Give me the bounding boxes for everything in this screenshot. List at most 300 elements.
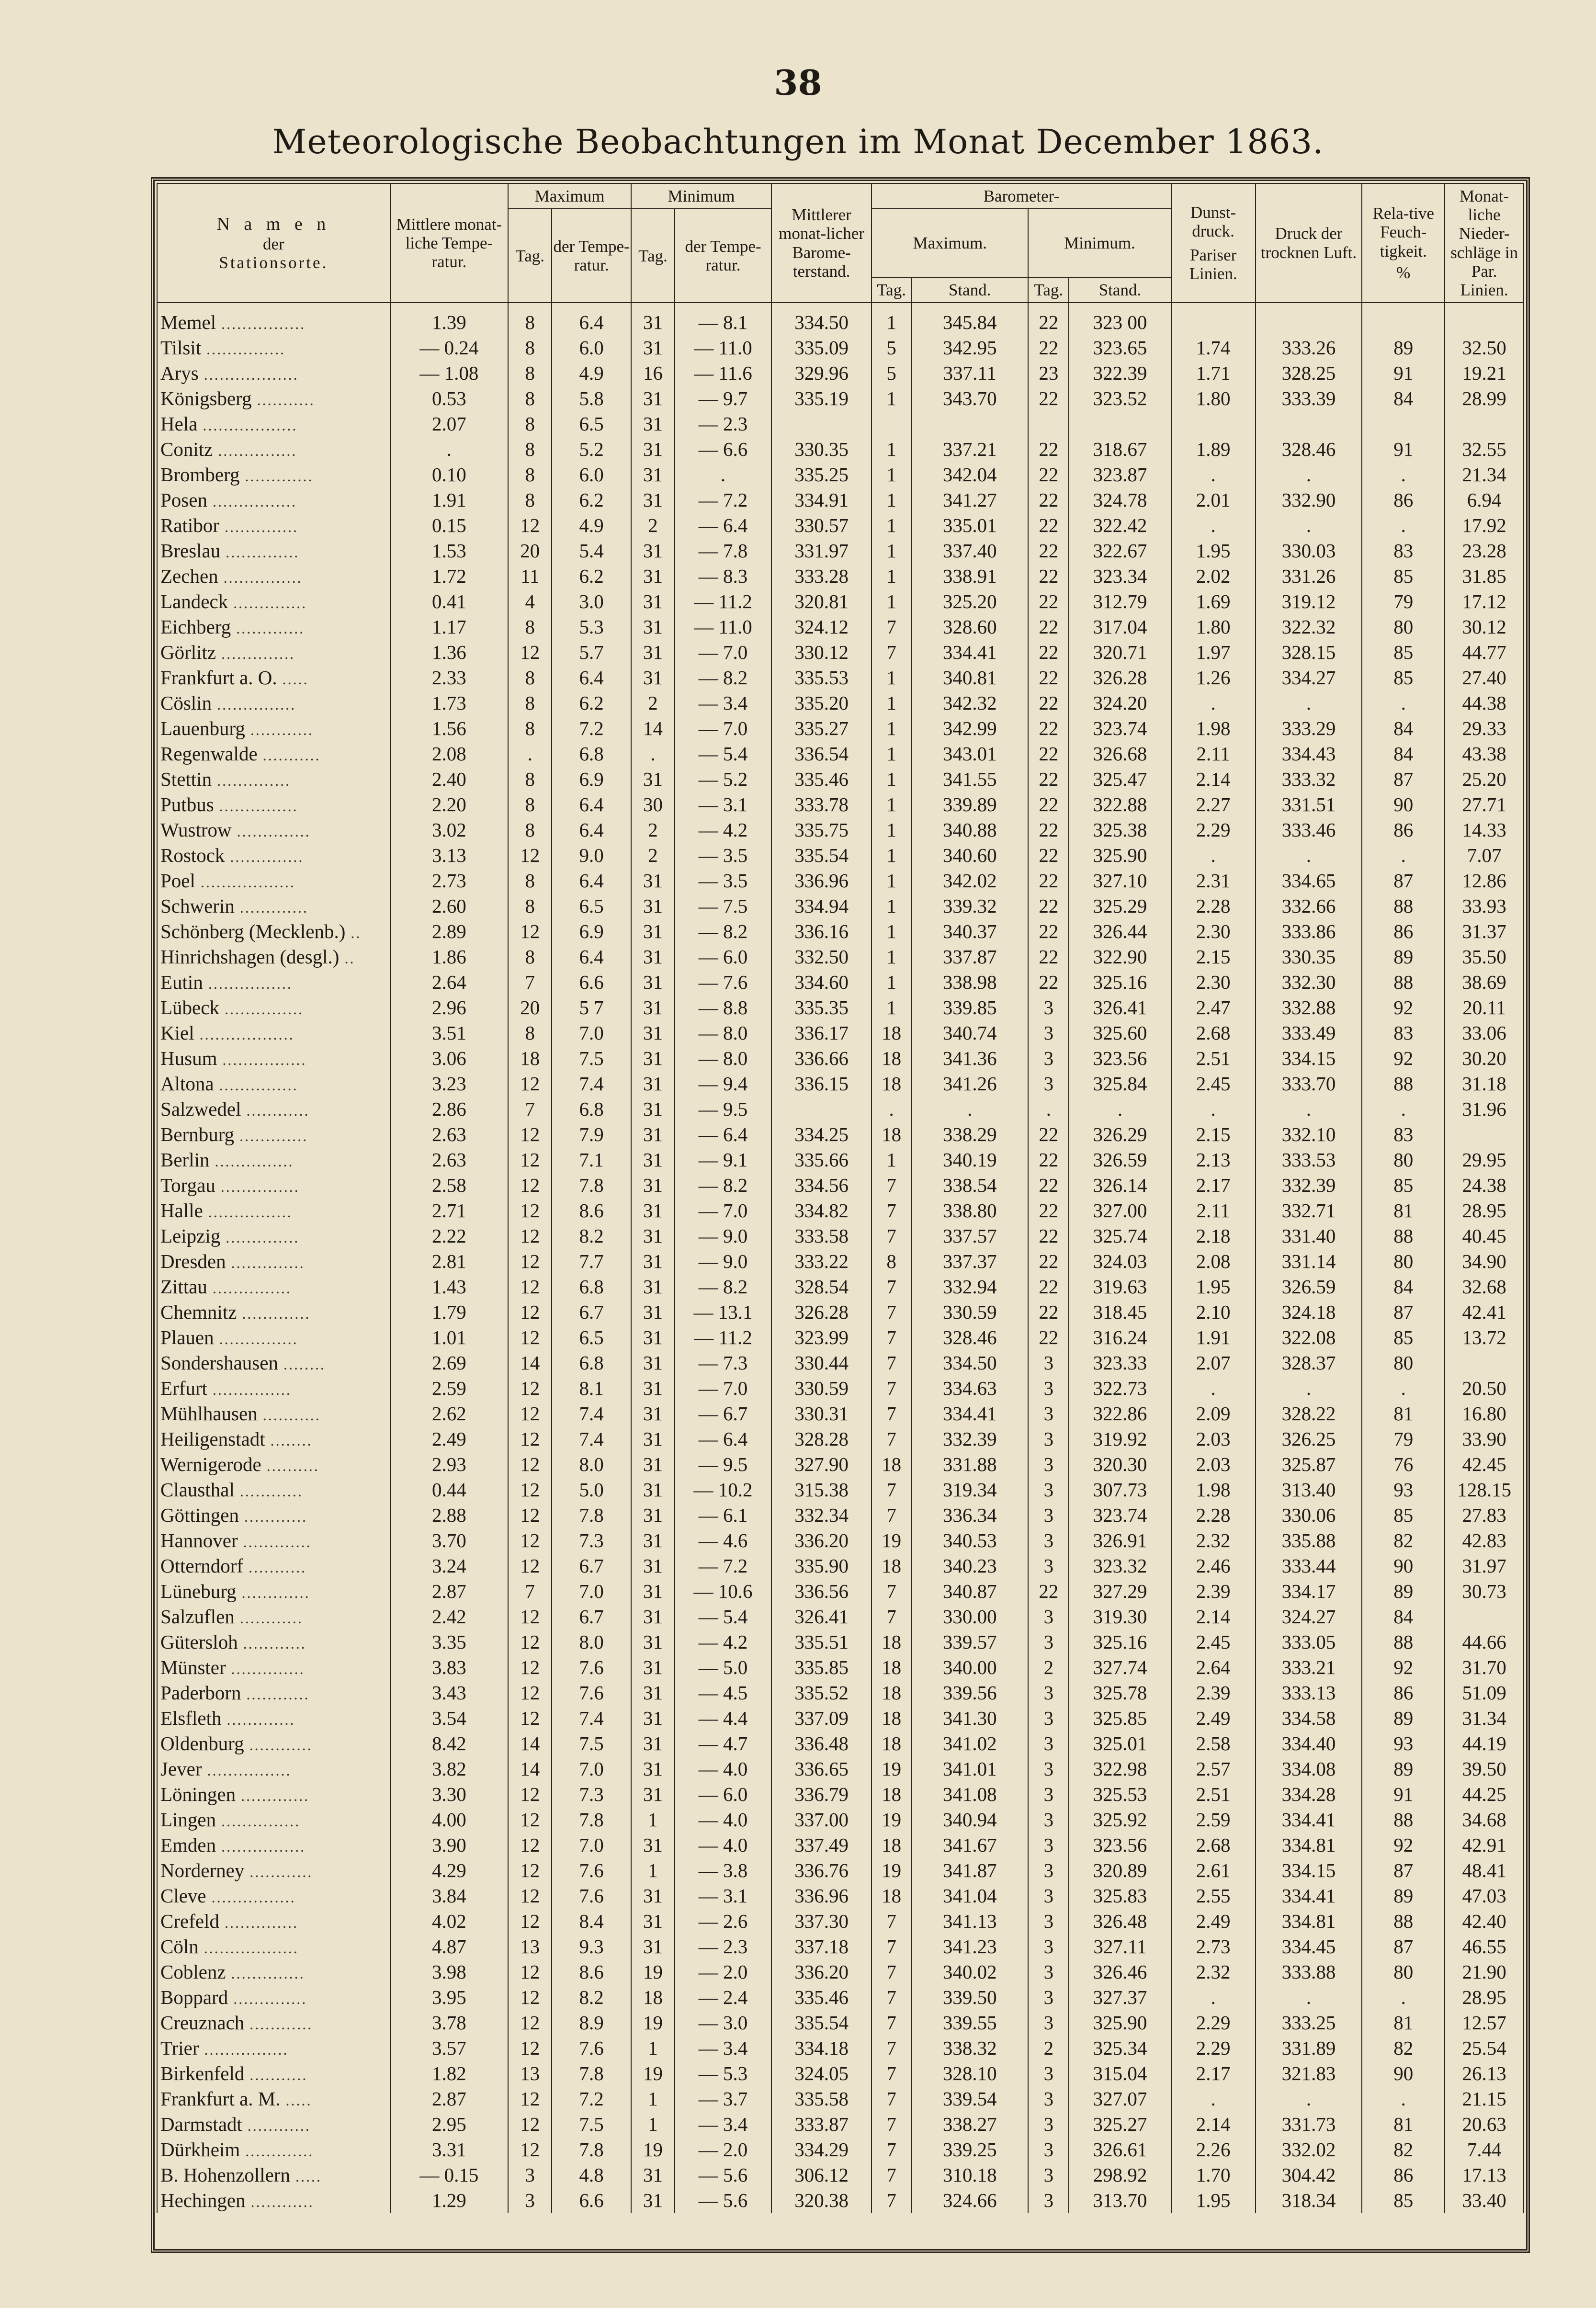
- cell-baro-min-tag: 23: [1028, 361, 1069, 386]
- station-name-text: Memel: [160, 311, 216, 334]
- cell-relative-feuchtigkeit: 93: [1362, 1731, 1445, 1756]
- cell-druck-trockne-luft: 324.27: [1256, 1604, 1362, 1629]
- cell-max-tag: 20: [508, 538, 552, 564]
- cell-druck-trockne-luft: 331.51: [1256, 792, 1362, 817]
- cell-baro-max-tag: 18: [872, 1452, 911, 1477]
- cell-baro-min-stand: 318.67: [1069, 437, 1171, 462]
- cell-baro-min-stand: 324.78: [1069, 487, 1171, 513]
- cell-dunstdruck: 2.11: [1171, 741, 1256, 767]
- cell-relative-feuchtigkeit: 80: [1362, 614, 1445, 640]
- cell-min-tag: 31: [631, 1274, 675, 1300]
- cell-niederschlaege: 17.13: [1445, 2162, 1524, 2188]
- table-row: [157, 1452, 1524, 1477]
- leader-dots: .............: [237, 1305, 311, 1323]
- cell-min-tag: 31: [631, 767, 675, 792]
- cell-max-temp: 5.7: [552, 640, 631, 665]
- cell-baro-min-stand: 307.73: [1069, 1477, 1171, 1503]
- table-row: [157, 1046, 1524, 1071]
- cell-min-temp: — 7.0: [675, 1198, 771, 1223]
- cell-station-name: [157, 1706, 390, 1731]
- cell-relative-feuchtigkeit: 89: [1362, 944, 1445, 970]
- cell-mean-temp: 2.95: [390, 2112, 508, 2137]
- cell-mean-temp: 3.43: [390, 1680, 508, 1706]
- leader-dots: ................: [199, 2041, 289, 2059]
- station-name-text: Hela: [160, 413, 198, 435]
- cell-mean-temp: 3.54: [390, 1706, 508, 1731]
- cell-baro-min-stand: 326.28: [1069, 665, 1171, 690]
- cell-min-tag: 31: [631, 1173, 675, 1198]
- cell-max-temp: 7.2: [552, 2086, 631, 2112]
- cell-relative-feuchtigkeit: 83: [1362, 538, 1445, 564]
- station-name-text: Hechingen: [160, 2189, 246, 2212]
- cell-niederschlaege: 24.38: [1445, 1173, 1524, 1198]
- table-row: [157, 995, 1524, 1020]
- cell-max-temp: 8.1: [552, 1376, 631, 1401]
- cell-baro-max-stand: 342.95: [911, 335, 1028, 361]
- table-row: [157, 1909, 1524, 1934]
- cell-niederschlaege: 12.86: [1445, 868, 1524, 894]
- cell-baro-min-stand: 323.33: [1069, 1350, 1171, 1376]
- cell-niederschlaege: 33.93: [1445, 894, 1524, 919]
- table-row: [157, 1604, 1524, 1629]
- cell-baro-max-tag: 7: [872, 1985, 911, 2010]
- cell-dunstdruck: 2.14: [1171, 767, 1256, 792]
- cell-baro-max-tag: 7: [872, 1934, 911, 1959]
- cell-niederschlaege: 34.68: [1445, 1807, 1524, 1833]
- cell-baro-min-stand: 327.37: [1069, 1985, 1171, 2010]
- cell-baro-min-stand: 327.74: [1069, 1655, 1171, 1680]
- cell-min-temp: — 7.0: [675, 640, 771, 665]
- cell-min-temp: — 5.2: [675, 767, 771, 792]
- cell-dunstdruck: 2.64: [1171, 1655, 1256, 1680]
- header-station-line2: der: [262, 234, 284, 253]
- table-row: [157, 513, 1524, 538]
- cell-station-name: [157, 1426, 390, 1452]
- cell-baro-min-stand: 325.53: [1069, 1782, 1171, 1807]
- header-pariser-linien: Pariser Linien.: [1189, 245, 1237, 283]
- cell-baro-max-tag: 7: [872, 1223, 911, 1249]
- cell-druck-trockne-luft: 332.02: [1256, 2137, 1362, 2162]
- cell-mean-barometer: 334.50: [771, 303, 872, 335]
- cell-mean-barometer: 329.96: [771, 361, 872, 386]
- cell-baro-min-tag: 3: [1028, 1807, 1069, 1833]
- cell-mean-temp: 3.35: [390, 1629, 508, 1655]
- cell-mean-barometer: 332.34: [771, 1503, 872, 1528]
- cell-baro-max-stand: 337.11: [911, 361, 1028, 386]
- cell-min-tag: 31: [631, 1350, 675, 1376]
- leader-dots: ..................: [194, 1026, 294, 1043]
- cell-min-tag: 31: [631, 1553, 675, 1579]
- cell-relative-feuchtigkeit: 87: [1362, 1300, 1445, 1325]
- cell-baro-max-stand: 334.41: [911, 640, 1028, 665]
- cell-relative-feuchtigkeit: 76: [1362, 1452, 1445, 1477]
- cell-relative-feuchtigkeit: .: [1362, 843, 1445, 868]
- cell-max-temp: 7.5: [552, 1046, 631, 1071]
- cell-druck-trockne-luft: 333.25: [1256, 2010, 1362, 2036]
- cell-baro-min-stand: 325.01: [1069, 1731, 1171, 1756]
- cell-station-name: [157, 1959, 390, 1985]
- cell-baro-min-tag: 3: [1028, 1959, 1069, 1985]
- header-station: [157, 183, 390, 303]
- cell-baro-min-tag: 3: [1028, 1782, 1069, 1807]
- cell-mean-temp: 2.87: [390, 1579, 508, 1604]
- cell-max-temp: 7.4: [552, 1401, 631, 1426]
- cell-baro-max-tag: 18: [872, 1655, 911, 1680]
- cell-station-name: [157, 361, 390, 386]
- cell-relative-feuchtigkeit: 84: [1362, 1274, 1445, 1300]
- cell-baro-max-tag: 1: [872, 462, 911, 487]
- leader-dots: ..............: [225, 848, 304, 866]
- cell-station-name: [157, 2010, 390, 2036]
- cell-druck-trockne-luft: 332.71: [1256, 1198, 1362, 1223]
- cell-mean-temp: 2.20: [390, 792, 508, 817]
- cell-max-tag: 12: [508, 1325, 552, 1350]
- cell-relative-feuchtigkeit: [1362, 303, 1445, 335]
- cell-max-tag: 7: [508, 1579, 552, 1604]
- station-name-text: Schwerin: [160, 895, 235, 917]
- cell-baro-max-tag: 1: [872, 894, 911, 919]
- station-name-text: Breslau: [160, 540, 221, 562]
- station-name-text: Cleve: [160, 1885, 206, 1907]
- leader-dots: .............: [239, 467, 314, 485]
- cell-baro-min-tag: 3: [1028, 1071, 1069, 1097]
- cell-station-name: [157, 1097, 390, 1122]
- station-name-text: Frankfurt a. O.: [160, 667, 277, 689]
- cell-baro-min-tag: 22: [1028, 1579, 1069, 1604]
- cell-max-temp: 8.0: [552, 1629, 631, 1655]
- table-row: [157, 538, 1524, 564]
- cell-dunstdruck: 1.69: [1171, 589, 1256, 614]
- cell-baro-max-stand: 340.00: [911, 1655, 1028, 1680]
- cell-station-name: [157, 1934, 390, 1959]
- cell-druck-trockne-luft: 333.70: [1256, 1071, 1362, 1097]
- cell-baro-min-tag: 22: [1028, 1122, 1069, 1147]
- table-row: [157, 564, 1524, 589]
- cell-mean-barometer: 336.79: [771, 1782, 872, 1807]
- cell-min-tag: 31: [631, 538, 675, 564]
- cell-baro-max-tag: 7: [872, 1198, 911, 1223]
- cell-druck-trockne-luft: 334.15: [1256, 1858, 1362, 1883]
- cell-dunstdruck: 2.30: [1171, 970, 1256, 995]
- station-name-text: Norderney: [160, 1859, 245, 1882]
- cell-mean-barometer: 333.78: [771, 792, 872, 817]
- cell-relative-feuchtigkeit: 88: [1362, 1223, 1445, 1249]
- cell-station-name: [157, 2162, 390, 2188]
- cell-station-name: [157, 2036, 390, 2061]
- leader-dots: ...........: [251, 391, 315, 409]
- cell-station-name: [157, 1833, 390, 1858]
- leader-dots: .............: [236, 1584, 310, 1602]
- cell-baro-min-stand: 322.86: [1069, 1401, 1171, 1426]
- cell-druck-trockne-luft: 334.08: [1256, 1756, 1362, 1782]
- cell-relative-feuchtigkeit: 84: [1362, 741, 1445, 767]
- cell-min-tag: 31: [631, 1731, 675, 1756]
- cell-baro-min-tag: 3: [1028, 2112, 1069, 2137]
- cell-dunstdruck: 2.59: [1171, 1807, 1256, 1833]
- cell-min-temp: — 5.4: [675, 741, 771, 767]
- cell-min-temp: — 4.7: [675, 1731, 771, 1756]
- cell-baro-max-stand: 339.56: [911, 1680, 1028, 1706]
- cell-station-name: [157, 2086, 390, 2112]
- leader-dots: ................: [216, 1838, 306, 1855]
- station-name-text: Chemnitz: [160, 1301, 237, 1324]
- cell-niederschlaege: 27.71: [1445, 792, 1524, 817]
- cell-dunstdruck: 2.61: [1171, 1858, 1256, 1883]
- cell-baro-max-stand: 338.91: [911, 564, 1028, 589]
- cell-baro-min-tag: 2: [1028, 2036, 1069, 2061]
- cell-mean-barometer: 335.75: [771, 817, 872, 843]
- cell-max-temp: 7.8: [552, 1173, 631, 1198]
- cell-druck-trockne-luft: 334.81: [1256, 1909, 1362, 1934]
- cell-mean-temp: 2.60: [390, 894, 508, 919]
- cell-relative-feuchtigkeit: 86: [1362, 919, 1445, 944]
- cell-max-tag: 12: [508, 1807, 552, 1833]
- cell-relative-feuchtigkeit: 89: [1362, 1706, 1445, 1731]
- cell-mean-temp: 3.13: [390, 843, 508, 868]
- table-row: [157, 2061, 1524, 2086]
- cell-dunstdruck: [1171, 303, 1256, 335]
- cell-station-name: [157, 741, 390, 767]
- cell-baro-max-tag: 1: [872, 303, 911, 335]
- cell-max-temp: 7.6: [552, 2036, 631, 2061]
- cell-baro-min-stand: 322.90: [1069, 944, 1171, 970]
- cell-baro-max-tag: 18: [872, 1706, 911, 1731]
- cell-mean-barometer: 334.91: [771, 487, 872, 513]
- cell-station-name: [157, 767, 390, 792]
- leader-dots: ............: [244, 1863, 313, 1881]
- cell-baro-max-tag: 7: [872, 2188, 911, 2213]
- cell-station-name: [157, 614, 390, 640]
- cell-mean-temp: 0.10: [390, 462, 508, 487]
- cell-station-name: [157, 1528, 390, 1553]
- table-row: [157, 1528, 1524, 1553]
- cell-baro-max-stand: 341.55: [911, 767, 1028, 792]
- cell-mean-temp: 3.51: [390, 1020, 508, 1046]
- cell-mean-barometer: 335.27: [771, 716, 872, 741]
- cell-druck-trockne-luft: .: [1256, 1985, 1362, 2010]
- cell-baro-max-tag: 7: [872, 1604, 911, 1629]
- cell-station-name: [157, 1579, 390, 1604]
- cell-mean-barometer: 330.31: [771, 1401, 872, 1426]
- cell-min-tag: 31: [631, 1909, 675, 1934]
- cell-dunstdruck: 2.51: [1171, 1046, 1256, 1071]
- cell-mean-barometer: 335.51: [771, 1629, 872, 1655]
- station-name-text: Elsfleth: [160, 1707, 222, 1730]
- cell-baro-max-stand: 341.36: [911, 1046, 1028, 1071]
- cell-min-temp: — 8.2: [675, 919, 771, 944]
- cell-station-name: [157, 1147, 390, 1173]
- cell-min-temp: — 8.2: [675, 1173, 771, 1198]
- cell-niederschlaege: 26.13: [1445, 2061, 1524, 2086]
- cell-max-temp: 6.0: [552, 335, 631, 361]
- leader-dots: .............: [231, 620, 305, 637]
- leader-dots: ............: [241, 1102, 310, 1120]
- cell-dunstdruck: [1171, 411, 1256, 437]
- cell-baro-max-stand: 339.50: [911, 1985, 1028, 2010]
- cell-mean-barometer: 330.44: [771, 1350, 872, 1376]
- cell-station-name: [157, 1782, 390, 1807]
- cell-max-temp: 5.3: [552, 614, 631, 640]
- cell-baro-min-tag: 22: [1028, 919, 1069, 944]
- table-row: [157, 1579, 1524, 1604]
- cell-baro-max-tag: 19: [872, 1807, 911, 1833]
- cell-baro-min-stand: 326.14: [1069, 1173, 1171, 1198]
- cell-dunstdruck: 2.45: [1171, 1071, 1256, 1097]
- cell-min-temp: — 4.0: [675, 1833, 771, 1858]
- station-name-text: Cöln: [160, 1935, 199, 1958]
- cell-baro-max-stand: 339.25: [911, 2137, 1028, 2162]
- cell-station-name: [157, 1223, 390, 1249]
- cell-baro-max-stand: 342.02: [911, 868, 1028, 894]
- cell-max-tag: 3: [508, 2188, 552, 2213]
- cell-max-temp: 6.7: [552, 1553, 631, 1579]
- table-row: [157, 640, 1524, 665]
- table-row: [157, 1401, 1524, 1426]
- cell-baro-min-stand: 325.38: [1069, 817, 1171, 843]
- cell-baro-min-stand: [1069, 411, 1171, 437]
- cell-druck-trockne-luft: 333.39: [1256, 386, 1362, 411]
- cell-max-tag: 12: [508, 1147, 552, 1173]
- cell-max-tag: 12: [508, 1959, 552, 1985]
- cell-niederschlaege: 128.15: [1445, 1477, 1524, 1503]
- leader-dots: .............: [240, 2142, 314, 2160]
- cell-baro-max-stand: 310.18: [911, 2162, 1028, 2188]
- cell-mean-barometer: 336.66: [771, 1046, 872, 1071]
- cell-dunstdruck: 2.68: [1171, 1020, 1256, 1046]
- cell-station-name: [157, 640, 390, 665]
- cell-min-temp: — 7.0: [675, 716, 771, 741]
- header-min-der-temp: der Tempe-ratur.: [675, 209, 771, 303]
- table-row: [157, 411, 1524, 437]
- cell-dunstdruck: 2.02: [1171, 564, 1256, 589]
- cell-druck-trockne-luft: 334.65: [1256, 868, 1362, 894]
- cell-druck-trockne-luft: 319.12: [1256, 589, 1362, 614]
- station-name-text: Coblenz: [160, 1961, 226, 1983]
- cell-baro-min-tag: 3: [1028, 1756, 1069, 1782]
- table-row: [157, 1020, 1524, 1046]
- cell-relative-feuchtigkeit: .: [1362, 1376, 1445, 1401]
- cell-baro-max-stand: 338.32: [911, 2036, 1028, 2061]
- table-row: [157, 1680, 1524, 1706]
- cell-max-tag: 8: [508, 1020, 552, 1046]
- cell-station-name: [157, 1503, 390, 1528]
- cell-max-tag: 8: [508, 386, 552, 411]
- cell-min-temp: — 9.5: [675, 1452, 771, 1477]
- cell-min-tag: 2: [631, 817, 675, 843]
- cell-max-tag: 12: [508, 919, 552, 944]
- cell-druck-trockne-luft: 334.81: [1256, 1833, 1362, 1858]
- cell-min-tag: 31: [631, 1020, 675, 1046]
- station-name-text: Poel: [160, 870, 195, 892]
- cell-min-temp: — 3.1: [675, 1883, 771, 1909]
- table-row: [157, 1249, 1524, 1274]
- cell-min-temp: — 6.0: [675, 944, 771, 970]
- cell-min-tag: 31: [631, 1376, 675, 1401]
- cell-max-temp: 7.9: [552, 1122, 631, 1147]
- cell-baro-min-stand: 323.87: [1069, 462, 1171, 487]
- cell-min-tag: 31: [631, 1122, 675, 1147]
- cell-baro-max-stand: 341.87: [911, 1858, 1028, 1883]
- cell-mean-barometer: 336.48: [771, 1731, 872, 1756]
- table-row: [157, 1122, 1524, 1147]
- leader-dots: ..............: [219, 1914, 298, 1932]
- cell-druck-trockne-luft: 328.15: [1256, 640, 1362, 665]
- cell-druck-trockne-luft: 333.44: [1256, 1553, 1362, 1579]
- cell-mean-temp: 1.73: [390, 690, 508, 716]
- cell-max-tag: 8: [508, 944, 552, 970]
- cell-baro-min-tag: 3: [1028, 2188, 1069, 2213]
- cell-baro-min-tag: 3: [1028, 1604, 1069, 1629]
- cell-dunstdruck: 2.31: [1171, 868, 1256, 894]
- cell-baro-max-tag: 1: [872, 792, 911, 817]
- cell-mean-temp: 3.23: [390, 1071, 508, 1097]
- cell-max-tag: 20: [508, 995, 552, 1020]
- cell-druck-trockne-luft: 331.73: [1256, 2112, 1362, 2137]
- cell-mean-temp: 2.89: [390, 919, 508, 944]
- cell-druck-trockne-luft: 322.08: [1256, 1325, 1362, 1350]
- cell-baro-min-tag: 22: [1028, 792, 1069, 817]
- cell-baro-min-stand: 313.70: [1069, 2188, 1171, 2213]
- cell-min-tag: 31: [631, 1325, 675, 1350]
- cell-baro-min-stand: 326.46: [1069, 1959, 1171, 1985]
- cell-baro-min-tag: 3: [1028, 1477, 1069, 1503]
- cell-min-tag: 1: [631, 2086, 675, 2112]
- cell-dunstdruck: 2.39: [1171, 1579, 1256, 1604]
- cell-mean-barometer: 334.25: [771, 1122, 872, 1147]
- cell-dunstdruck: 2.28: [1171, 894, 1256, 919]
- leader-dots: ...............: [213, 442, 297, 460]
- cell-baro-min-tag: 22: [1028, 462, 1069, 487]
- cell-mean-barometer: [771, 1097, 872, 1122]
- cell-min-temp: — 11.0: [675, 335, 771, 361]
- station-name-text: Landeck: [160, 590, 228, 613]
- cell-min-tag: 31: [631, 970, 675, 995]
- cell-station-name: [157, 538, 390, 564]
- cell-baro-min-tag: 3: [1028, 1909, 1069, 1934]
- cell-baro-min-stand: 324.20: [1069, 690, 1171, 716]
- cell-baro-max-stand: 337.87: [911, 944, 1028, 970]
- cell-station-name: [157, 1046, 390, 1071]
- cell-baro-min-tag: 3: [1028, 1985, 1069, 2010]
- cell-max-temp: 6.5: [552, 411, 631, 437]
- cell-max-tag: 3: [508, 2162, 552, 2188]
- station-name-text: Heiligenstadt: [160, 1428, 265, 1450]
- cell-mean-temp: 3.84: [390, 1883, 508, 1909]
- cell-mean-barometer: 333.58: [771, 1223, 872, 1249]
- table-row: [157, 1883, 1524, 1909]
- cell-max-temp: 6.7: [552, 1604, 631, 1629]
- station-name-text: Gütersloh: [160, 1631, 238, 1653]
- cell-min-tag: 31: [631, 303, 675, 335]
- cell-max-tag: 12: [508, 2137, 552, 2162]
- cell-dunstdruck: 2.03: [1171, 1426, 1256, 1452]
- cell-niederschlaege: 46.55: [1445, 1934, 1524, 1959]
- cell-max-temp: 8.0: [552, 1452, 631, 1477]
- cell-min-temp: — 9.7: [675, 386, 771, 411]
- cell-baro-max-tag: 7: [872, 2162, 911, 2188]
- cell-max-temp: 7.0: [552, 1756, 631, 1782]
- cell-dunstdruck: 2.07: [1171, 1350, 1256, 1376]
- cell-baro-min-tag: [1028, 411, 1069, 437]
- cell-baro-max-stand: 332.39: [911, 1426, 1028, 1452]
- cell-max-tag: 12: [508, 1985, 552, 2010]
- cell-station-name: [157, 1883, 390, 1909]
- cell-dunstdruck: .: [1171, 513, 1256, 538]
- cell-max-temp: 6.9: [552, 919, 631, 944]
- leader-dots: ..............: [228, 1990, 307, 2008]
- cell-baro-min-tag: 22: [1028, 970, 1069, 995]
- cell-niederschlaege: 20.50: [1445, 1376, 1524, 1401]
